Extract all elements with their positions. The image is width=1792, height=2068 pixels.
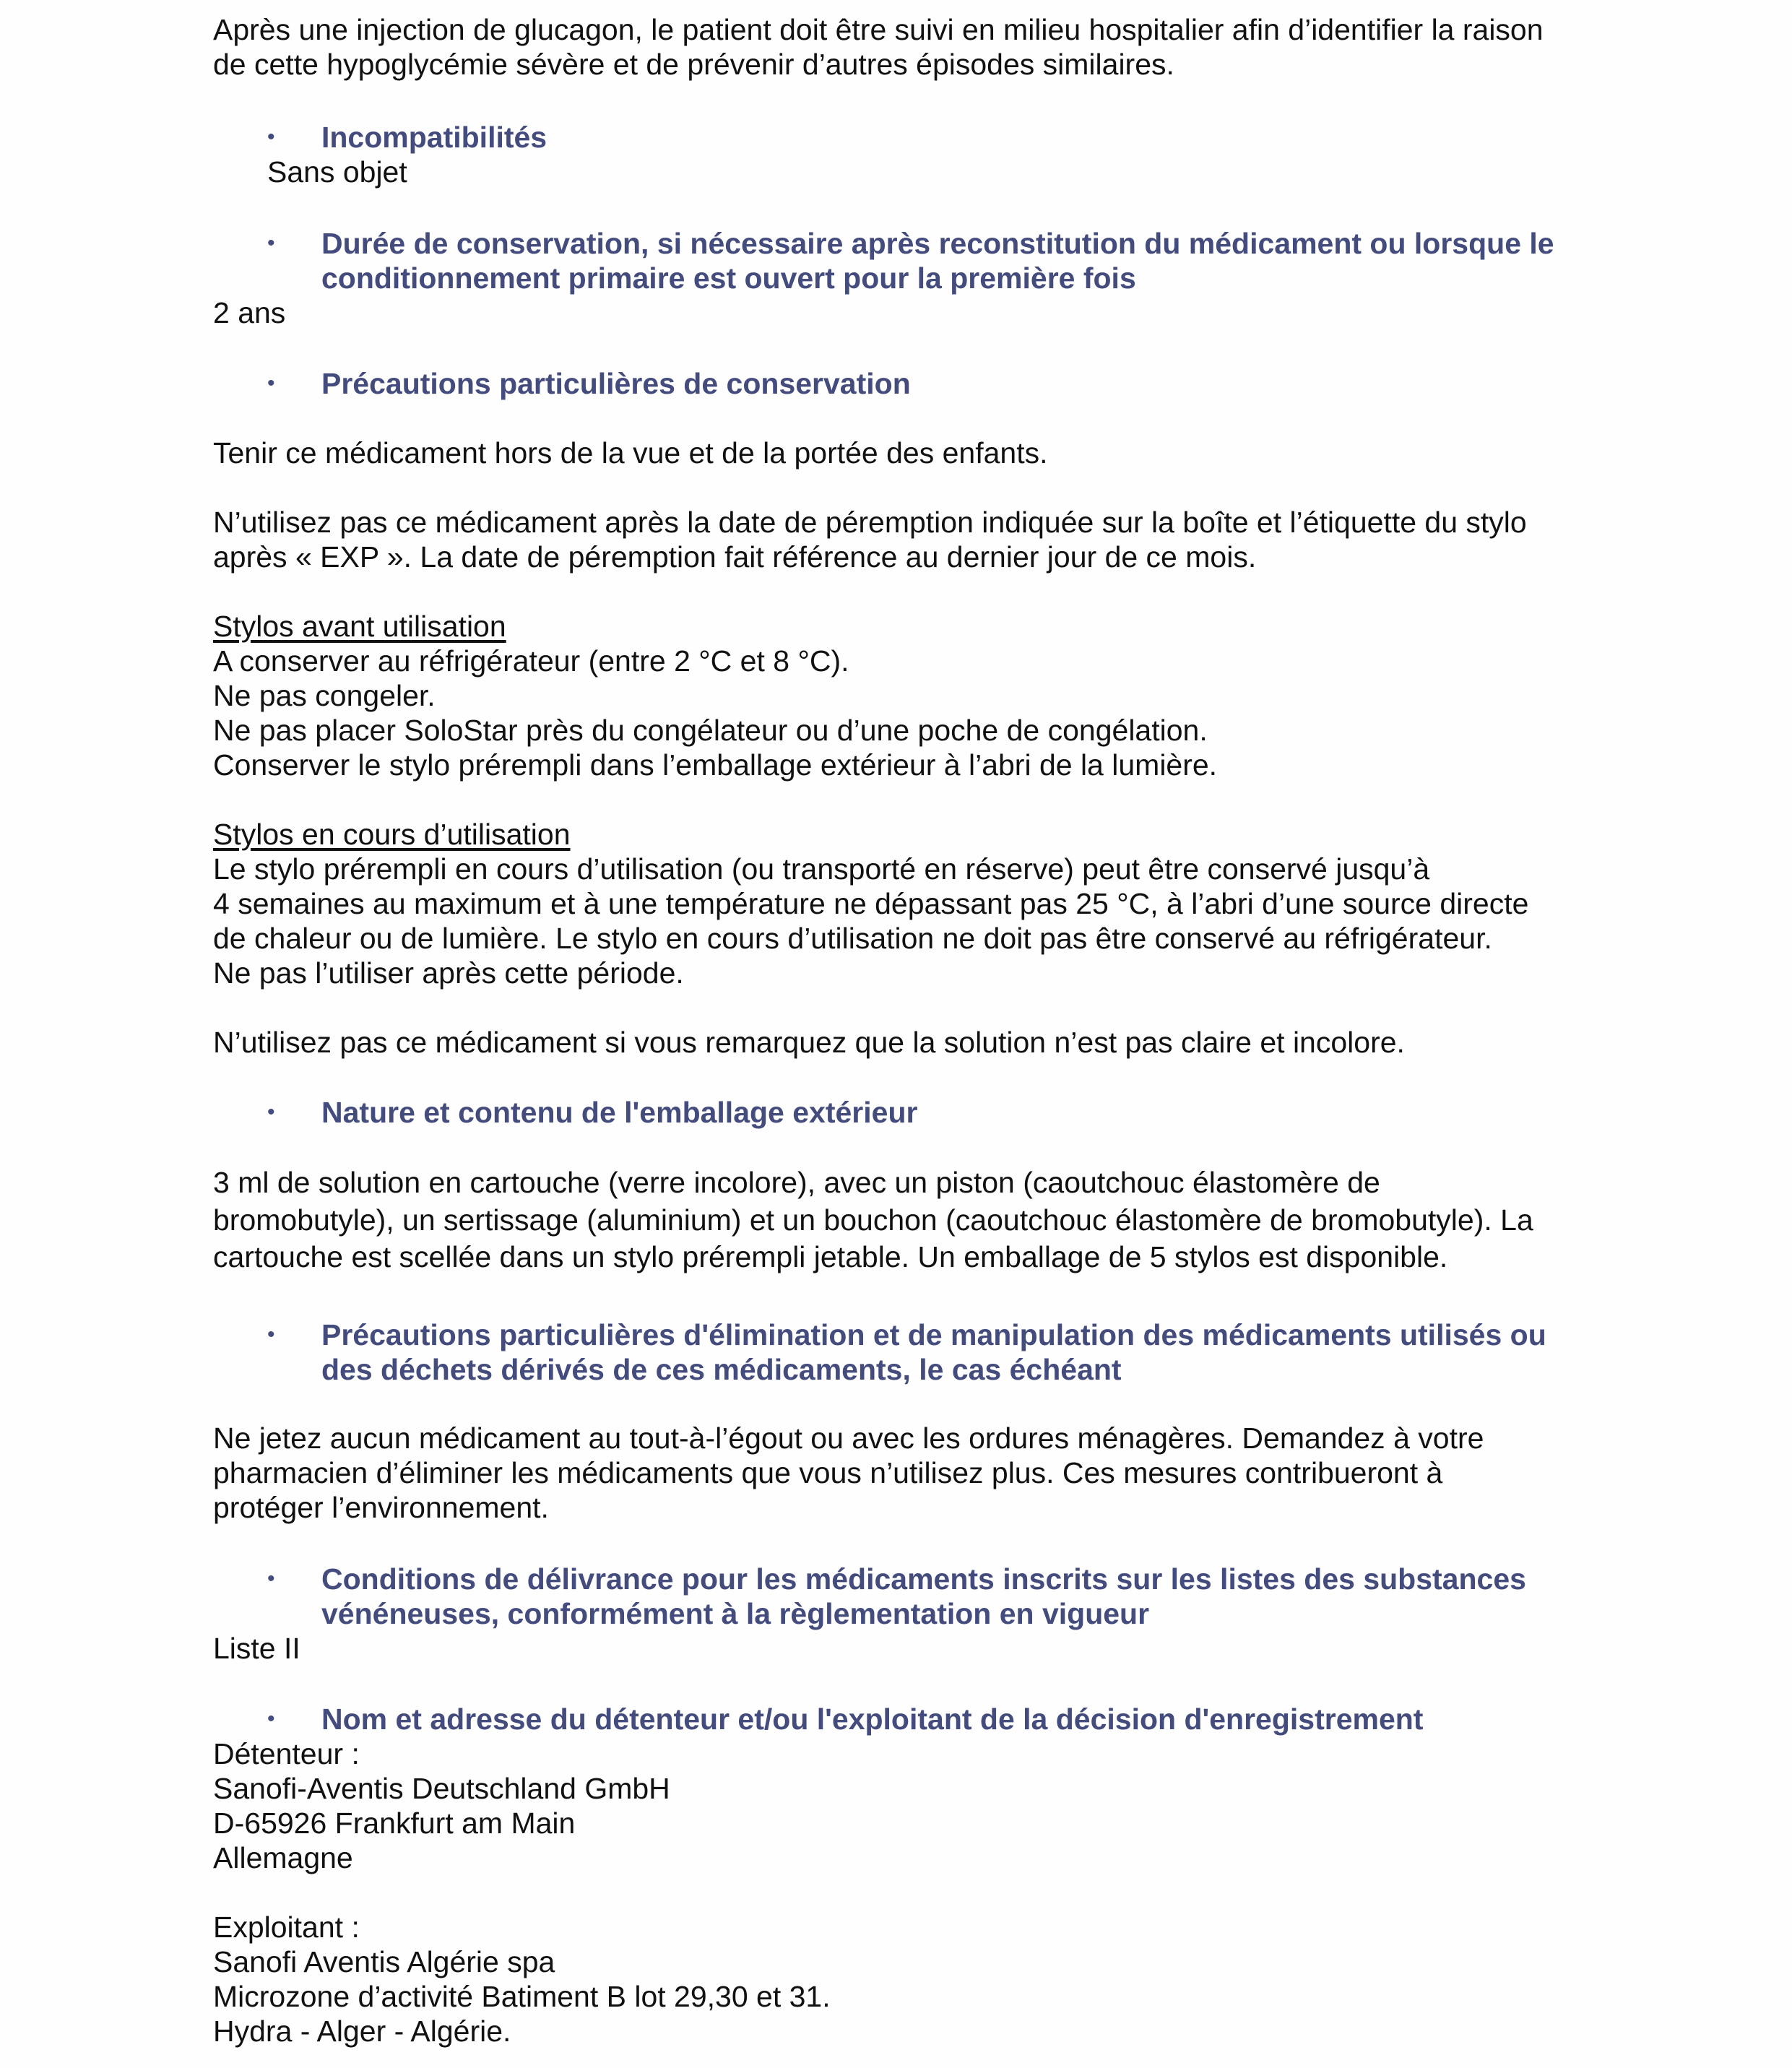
cours-line-4: Ne pas l’utiliser après cette période. <box>213 956 684 990</box>
cours-line-2: 4 semaines au maximum et à une température ne dépassant pas 25 °C, à l’abri d’une source directe <box>213 887 1529 920</box>
cours-line-3: de chaleur ou de lumière. Le stylo en cours d’utilisation ne doit pas être conservé au réfrigérateur. <box>213 922 1492 955</box>
operator-line-3: Hydra - Alger - Algérie. <box>213 2015 511 2048</box>
emballage-line-2: bromobutyle), un sertissage (aluminium) et un bouchon (caoutchouc élastomère de bromobutyle). La <box>213 1203 1533 1237</box>
heading-incompatibilites: Incompatibilités <box>321 121 547 154</box>
heading-elimination-line-2: des déchets dérivés de ces médicaments, le cas échéant <box>321 1353 1122 1386</box>
heading-duree-line-1: Durée de conservation, si nécessaire après reconstitution du médicament ou lorsque le <box>321 227 1554 260</box>
conservation-paragraph-2-line-1: N’utilisez pas ce médicament après la date de péremption indiquée sur la boîte et l’étiquette du stylo <box>213 506 1527 539</box>
bullet-emballage: • <box>267 1100 275 1124</box>
heading-precautions-conservation: Précautions particulières de conservation <box>321 367 911 400</box>
heading-duree-line-2: conditionnement primaire est ouvert pour la première fois <box>321 261 1136 295</box>
heading-delivrance-line-1: Conditions de délivrance pour les médicaments inscrits sur les listes des substances <box>321 1562 1526 1596</box>
delivrance-body: Liste II <box>213 1632 300 1665</box>
heading-detenteur: Nom et adresse du détenteur et/ou l'exploitant de la décision d'enregistrement <box>321 1703 1424 1736</box>
conservation-paragraph-3: N’utilisez pas ce médicament si vous remarquez que la solution n’est pas claire et incolore. <box>213 1026 1405 1059</box>
elimination-line-3: protéger l’environnement. <box>213 1491 549 1524</box>
intro-line-1: Après une injection de glucagon, le patient doit être suivi en milieu hospitalier afin d’identifier la raison <box>213 13 1544 46</box>
bullet-detenteur: • <box>267 1707 275 1731</box>
incompatibilites-body: Sans objet <box>267 155 407 189</box>
holder-line-3: Allemagne <box>213 1841 353 1874</box>
stylos-en-cours-title: Stylos en cours d’utilisation <box>213 818 571 851</box>
intro-line-2: de cette hypoglycémie sévère et de prévenir d’autres épisodes similaires. <box>213 48 1174 81</box>
duree-body: 2 ans <box>213 296 286 329</box>
heading-delivrance-line-2: vénéneuses, conformément à la règlementation en vigueur <box>321 1597 1150 1630</box>
operator-line-2: Microzone d’activité Batiment B lot 29,30 et 31. <box>213 1980 831 2013</box>
bullet-elimination: • <box>267 1323 275 1346</box>
heading-elimination-line-1: Précautions particulières d'élimination et de manipulation des médicaments utilisés ou <box>321 1318 1546 1351</box>
conservation-paragraph-1: Tenir ce médicament hors de la vue et de la portée des enfants. <box>213 436 1048 470</box>
avant-line-2: Ne pas congeler. <box>213 679 436 712</box>
bullet-duree: • <box>267 231 275 255</box>
avant-line-3: Ne pas placer SoloStar près du congélateur ou d’une poche de congélation. <box>213 714 1208 747</box>
elimination-line-1: Ne jetez aucun médicament au tout-à-l’égout ou avec les ordures ménagères. Demandez à votre <box>213 1422 1484 1455</box>
bullet-precautions-conservation: • <box>267 371 275 395</box>
elimination-line-2: pharmacien d’éliminer les médicaments que vous n’utilisez plus. Ces mesures contribueront à <box>213 1456 1443 1489</box>
avant-line-4: Conserver le stylo prérempli dans l’emballage extérieur à l’abri de la lumière. <box>213 748 1218 782</box>
cours-line-1: Le stylo prérempli en cours d’utilisation (ou transporté en réserve) peut être conservé jusqu’à <box>213 852 1430 886</box>
avant-line-1: A conserver au réfrigérateur (entre 2 °C et 8 °C). <box>213 644 849 678</box>
bullet-incompatibilites: • <box>267 125 275 149</box>
conservation-paragraph-2-line-2: après « EXP ». La date de péremption fait référence au dernier jour de ce mois. <box>213 540 1257 574</box>
emballage-line-3: cartouche est scellée dans un stylo prérempli jetable. Un emballage de 5 stylos est disponible. <box>213 1240 1448 1273</box>
holder-line-2: D-65926 Frankfurt am Main <box>213 1807 576 1840</box>
operator-line-1: Sanofi Aventis Algérie spa <box>213 1945 555 1978</box>
operator-label: Exploitant : <box>213 1911 360 1944</box>
stylos-avant-utilisation-title: Stylos avant utilisation <box>213 610 506 643</box>
bullet-delivrance: • <box>267 1567 275 1591</box>
heading-emballage: Nature et contenu de l'emballage extérieur <box>321 1096 918 1129</box>
holder-line-1: Sanofi-Aventis Deutschland GmbH <box>213 1772 670 1805</box>
emballage-line-1: 3 ml de solution en cartouche (verre incolore), avec un piston (caoutchouc élastomère de <box>213 1166 1380 1199</box>
holder-label: Détenteur : <box>213 1737 360 1770</box>
